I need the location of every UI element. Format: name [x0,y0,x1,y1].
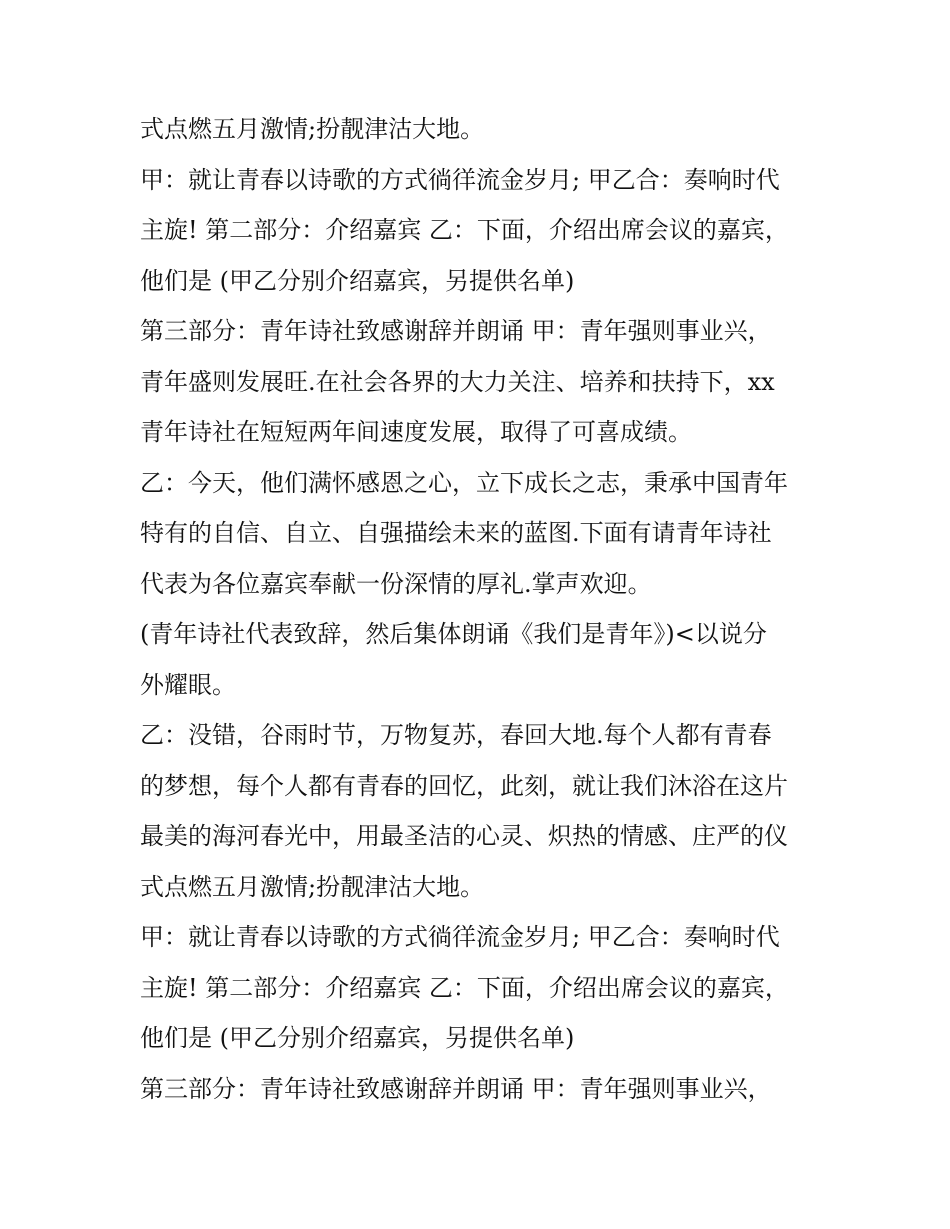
text-line: 乙：没错，谷雨时节，万物复苏，春回大地.每个人都有青春 [140,721,772,749]
text-line: 他们是 (甲乙分别介绍嘉宾，另提供名单) [140,266,575,295]
text-line: 式点燃五月激情;扮靓津沽大地。 [140,872,485,901]
text-line: (青年诗社代表致辞，然后集体朗诵《我们是青年》)<以说分 [140,620,767,648]
text-line: 甲：就让青春以诗歌的方式徜徉流金岁月; 甲乙合：奏响时代 [140,165,780,194]
document-body [140,104,830,1114]
text-line: 第三部分：青年诗社致感谢辞并朗诵 甲：青年强则事业兴， [140,317,772,345]
text-line: 式点燃五月激情;扮靓津沽大地。 [140,115,485,143]
text-line: 主旋! 第二部分：介绍嘉宾 乙：下面，介绍出席会议的嘉宾， [140,973,789,1002]
text-line: 最美的海河春光中，用最圣洁的心灵、炽热的情感、庄严的仪 [140,822,788,850]
text-line: 甲：就让青春以诗歌的方式徜徉流金岁月; 甲乙合：奏响时代 [140,923,780,951]
text-line: 乙：今天，他们满怀感恩之心，立下成长之志，秉承中国青年 [140,468,788,497]
text-line: 外耀眼。 [140,670,236,699]
text-line: 主旋! 第二部分：介绍嘉宾 乙：下面，介绍出席会议的嘉宾， [140,216,789,244]
text-line: 他们是 (甲乙分别介绍嘉宾，另提供名单) [140,1024,575,1052]
text-line: 代表为各位嘉宾奉献一份深情的厚礼.掌声欢迎。 [140,569,652,598]
text-line: 特有的自信、自立、自强描绘未来的蓝图.下面有请青年诗社 [140,519,772,547]
text-line: 第三部分：青年诗社致感谢辞并朗诵 甲：青年强则事业兴， [140,1074,772,1103]
text-line: 青年诗社在短短两年间速度发展，取得了可喜成绩。 [140,418,692,446]
text-line: 青年盛则发展旺.在社会各界的大力关注、培养和扶持下，xx [140,367,775,396]
text-line: 的梦想，每个人都有青春的回忆，此刻，就让我们沐浴在这片 [140,771,788,800]
